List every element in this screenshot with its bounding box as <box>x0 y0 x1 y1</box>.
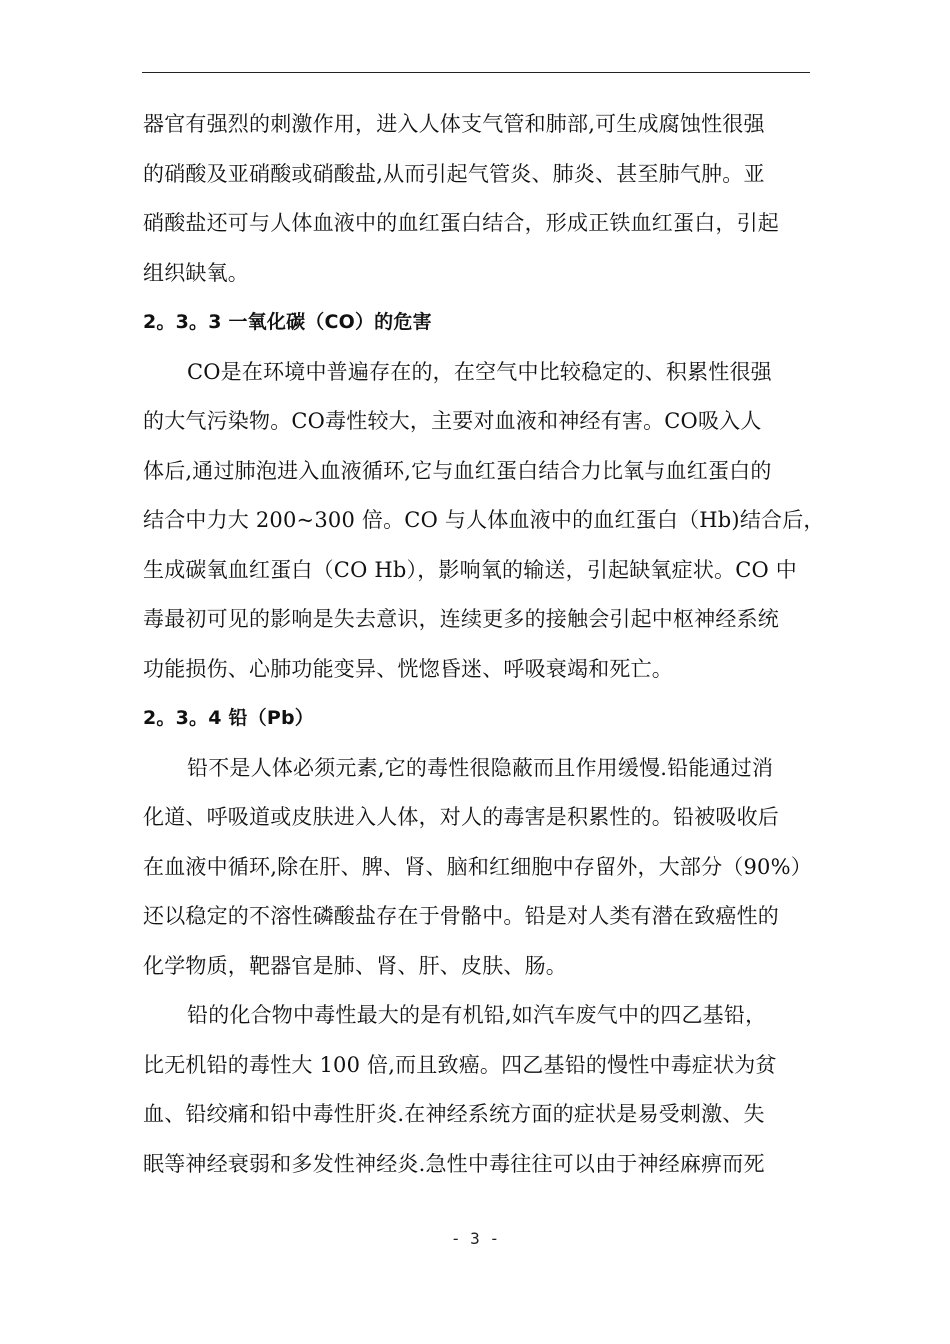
text-line: 的硝酸及亚硝酸或硝酸盐,从而引起气管炎、肺炎、甚至肺气肿。亚 <box>143 161 765 186</box>
text-line: 在血液中循环,除在肝、脾、肾、脑和红细胞中存留外，大部分（90%） <box>143 854 812 879</box>
text-line: 比无机铅的毒性大 100 倍,而且致癌。四乙基铅的慢性中毒症状为贫 <box>143 1052 777 1077</box>
paragraph-start: 铅的化合物中毒性最大的是有机铅,如汽车废气中的四乙基铅， <box>187 1003 767 1027</box>
text-line: 化道、呼吸道或皮肤进入人体，对人的毒害是积累性的。铅被吸收后 <box>143 805 779 829</box>
document-body <box>143 100 825 1189</box>
paragraph-start: 铅不是人体必须元素,它的毒性很隐蔽而且作用缓慢.铅能通过消 <box>187 755 774 780</box>
text-line: 结合中力大 200~300 倍。CO 与人体血液中的血红蛋白（Hb)结合后， <box>143 508 825 532</box>
text-line: 血、铅绞痛和铅中毒性肝炎.在神经系统方面的症状是易受刺激、失 <box>143 1102 765 1126</box>
header-rule <box>142 72 810 73</box>
text-line: 化学物质，靶器官是肺、肾、肝、皮肤、肠。 <box>143 953 567 978</box>
text-line: 还以稳定的不溶性磷酸盐存在于骨骼中。铅是对人类有潜在致癌性的 <box>143 904 779 928</box>
text-line: 毒最初可见的影响是失去意识，连续更多的接触会引起中枢神经系统 <box>143 607 779 631</box>
text-line: 生成碳氧血红蛋白（CO Hb），影响氧的输送，引起缺氧症状。CO 中 <box>143 557 797 582</box>
text-line: 功能损伤、心肺功能变异、恍惚昏迷、呼吸衰竭和死亡。 <box>143 656 673 681</box>
text-line: 体后,通过肺泡进入血液循环,它与血红蛋白结合力比氧与血红蛋白的 <box>143 458 772 483</box>
page-number: - 3 - <box>450 1229 500 1248</box>
text-line: 器官有强烈的刺激作用，进入人体支气管和肺部,可生成腐蚀性很强 <box>143 112 765 136</box>
text-line: 的大气污染物。CO毒性较大，主要对血液和神经有害。CO吸入人 <box>143 409 762 433</box>
text-line: 组织缺氧。 <box>143 260 249 285</box>
paragraph-start: CO是在环境中普遍存在的，在空气中比较稳定的、积累性很强 <box>187 359 772 384</box>
text-line: 硝酸盐还可与人体血液中的血红蛋白结合，形成正铁血红蛋白，引起 <box>143 211 779 235</box>
section-heading-2-3-4: 2。3。4 铅（Pb） <box>143 707 315 729</box>
section-heading-2-3-3: 2。3。3 一氧化碳（CO）的危害 <box>143 311 432 333</box>
text-line: 眠等神经衰弱和多发性神经炎.急性中毒往往可以由于神经麻痹而死 <box>143 1151 765 1176</box>
